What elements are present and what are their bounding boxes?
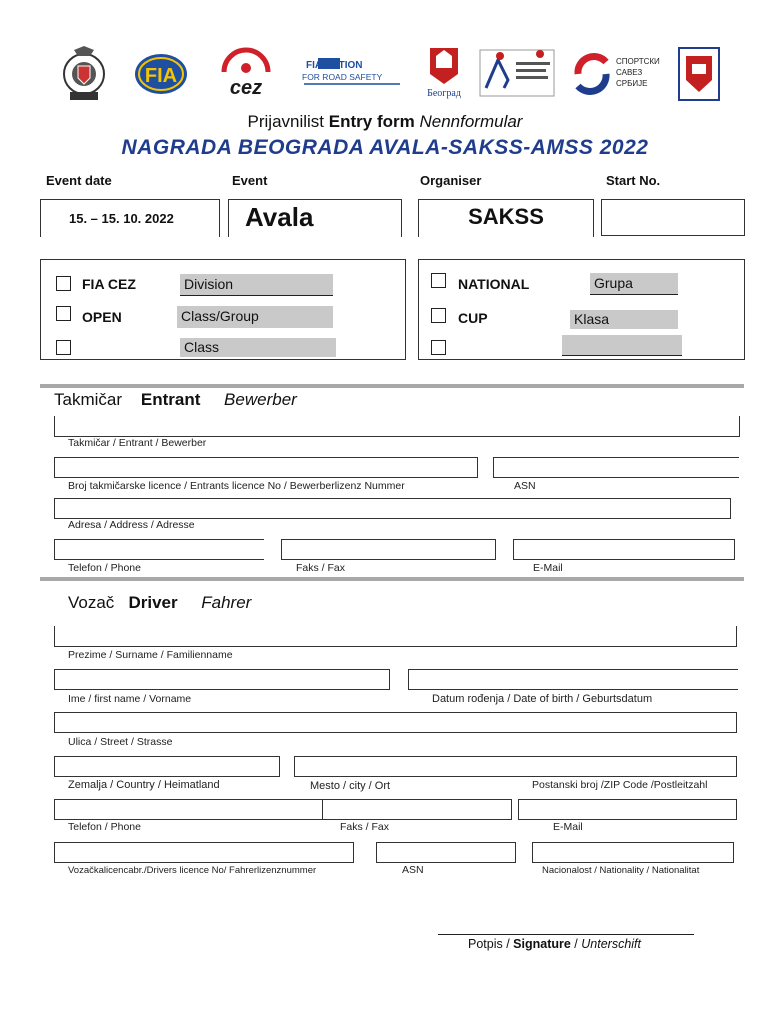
driver-city-field[interactable] <box>294 756 408 777</box>
form-title <box>0 112 770 132</box>
entrant-heading-sr: Takmičar <box>54 390 123 409</box>
signature-sr: Potpis <box>468 937 503 951</box>
driver-heading <box>68 593 251 613</box>
start-no-field[interactable] <box>601 199 745 236</box>
division-field[interactable]: Division <box>180 274 333 296</box>
driver-licence-field[interactable] <box>54 842 354 863</box>
driver-nationality-label: Nacionalost / Nationality / Nationalitat <box>542 865 700 876</box>
class-group-field[interactable]: Class/Group <box>177 306 333 328</box>
svg-text:СРБИЈЕ: СРБИЈЕ <box>616 79 648 88</box>
driver-street-label: Ulica / Street / Strasse <box>68 736 173 748</box>
grupa-field[interactable]: Grupa <box>590 273 678 295</box>
driver-first-name-field[interactable] <box>54 669 390 690</box>
event-date-label: Event date <box>46 173 112 188</box>
signature-en: Signature <box>513 937 571 951</box>
form-title-de: Nennformular <box>419 112 523 131</box>
driver-asn-label: ASN <box>402 864 424 876</box>
event-date-field[interactable] <box>40 199 220 237</box>
driver-separator <box>40 577 744 581</box>
driver-first-name-label: Ime / first name / Vorname <box>68 693 192 705</box>
signature-label: Potpis / Signature / Unterschift <box>468 937 641 951</box>
driver-surname-label: Prezime / Surname / Familienname <box>68 649 233 661</box>
event-date-value: 15. – 15. 10. 2022 <box>69 211 174 226</box>
driver-email-label: E-Mail <box>553 821 583 833</box>
signature-de: Unterschift <box>581 937 641 951</box>
driver-asn-field[interactable] <box>376 842 516 863</box>
driver-phone-label: Telefon / Phone <box>68 821 141 833</box>
sportski-savez-srbije-logo <box>570 44 662 104</box>
driver-street-field[interactable] <box>54 712 737 733</box>
driver-country-label: Zemalja / Country / Heimatland <box>68 779 220 791</box>
entrant-asn-label: ASN <box>514 480 536 492</box>
driver-heading-en: Driver <box>128 593 178 612</box>
svg-text:FIA ACTION: FIA ACTION <box>306 60 363 71</box>
svg-text:СПОРТСКИ: СПОРТСКИ <box>616 57 660 66</box>
fia-logo <box>132 44 190 104</box>
driver-fax-label: Faks / Fax <box>340 821 390 833</box>
entrant-asn-field[interactable] <box>493 457 739 478</box>
amss-crest-logo <box>60 44 108 104</box>
driver-heading-de: Fahrer <box>201 593 252 612</box>
fia-cez-label: FIA CEZ <box>82 276 136 292</box>
svg-text:FOR ROAD SAFETY: FOR ROAD SAFETY <box>302 72 383 82</box>
entrant-licence-field[interactable] <box>54 457 478 478</box>
driver-dob-label: Datum rođenja / Date of birth / Geburtsdatum <box>432 693 653 705</box>
national-label: NATIONAL <box>458 276 530 292</box>
entrant-licence-label: Broj takmičarske licence / Entrants licence No / Bewerberlizenz Nummer <box>68 480 405 492</box>
left-extra-checkbox[interactable] <box>56 340 71 355</box>
open-checkbox[interactable] <box>56 306 71 321</box>
event-value: Avala <box>245 202 314 232</box>
entrant-phone-label: Telefon / Phone <box>68 562 141 574</box>
entrant-email-field[interactable] <box>513 539 735 560</box>
entrant-fax-label: Faks / Fax <box>296 562 346 574</box>
sakss-crest-logo <box>676 44 722 104</box>
cup-label: CUP <box>458 310 488 326</box>
driver-zip-label: Postanski broj /ZIP Code /Postleitzahl <box>532 779 708 791</box>
entrant-heading-en: Entrant <box>140 390 201 409</box>
event-field[interactable] <box>228 199 402 237</box>
entrant-address-label: Adresa / Address / Adresse <box>68 519 195 531</box>
driver-fax-field[interactable] <box>322 799 512 820</box>
cez-logo <box>208 44 284 104</box>
cup-checkbox[interactable] <box>431 308 446 323</box>
form-title-en: Entry form <box>328 112 415 131</box>
driver-surname-field[interactable] <box>54 626 737 647</box>
organiser-label: Organiser <box>420 173 482 188</box>
national-checkbox[interactable] <box>431 273 446 288</box>
entrant-address-field[interactable] <box>54 498 731 519</box>
fia-cez-checkbox[interactable] <box>56 276 71 291</box>
fia-logo-text: FIA <box>144 65 178 87</box>
entrant-fax-field[interactable] <box>281 539 496 560</box>
entrant-name-field[interactable] <box>54 416 740 437</box>
event-title: NAGRADA BEOGRADA AVALA-SAKSS-AMSS 2022 <box>121 136 649 159</box>
driver-heading-sr: Vozač <box>68 593 115 612</box>
entrant-heading <box>54 390 297 410</box>
klasa-field[interactable]: Klasa <box>570 310 678 329</box>
driver-phone-field[interactable] <box>54 799 322 820</box>
organiser-value: SAKSS <box>468 204 544 229</box>
event-label: Event <box>232 173 268 188</box>
fia-action-road-safety-logo <box>300 44 404 104</box>
entrant-phone-field[interactable] <box>54 539 264 560</box>
form-title-sr: Prijavnilist <box>247 112 325 131</box>
open-label: OPEN <box>82 309 122 325</box>
ministry-logo <box>478 44 556 104</box>
entrant-heading-de: Bewerber <box>224 390 297 409</box>
beograd-logo <box>420 44 468 104</box>
driver-licence-label: Vozačkalicencabr./Drivers licence No/ Fahrerlizenznummer <box>68 865 317 876</box>
right-extra-field[interactable] <box>562 335 682 356</box>
svg-text:САВЕЗ: САВЕЗ <box>616 68 643 77</box>
driver-nationality-field[interactable] <box>532 842 734 863</box>
class-field[interactable]: Class <box>180 338 336 357</box>
cez-logo-text: cez <box>229 77 263 99</box>
entrant-name-label: Takmičar / Entrant / Bewerber <box>68 437 207 449</box>
right-extra-checkbox[interactable] <box>431 340 446 355</box>
signature-line[interactable] <box>438 934 694 935</box>
driver-email-field[interactable] <box>518 799 737 820</box>
driver-zip-field[interactable] <box>408 756 737 777</box>
entrant-email-label: E-Mail <box>533 562 563 574</box>
driver-country-field[interactable] <box>54 756 280 777</box>
driver-dob-field[interactable] <box>408 669 738 690</box>
start-no-label: Start No. <box>606 173 661 188</box>
entrant-separator <box>40 384 744 388</box>
beograd-logo-text: Београд <box>427 88 461 99</box>
organiser-field[interactable] <box>418 199 594 237</box>
driver-city-label: Mesto / city / Ort <box>310 780 391 792</box>
